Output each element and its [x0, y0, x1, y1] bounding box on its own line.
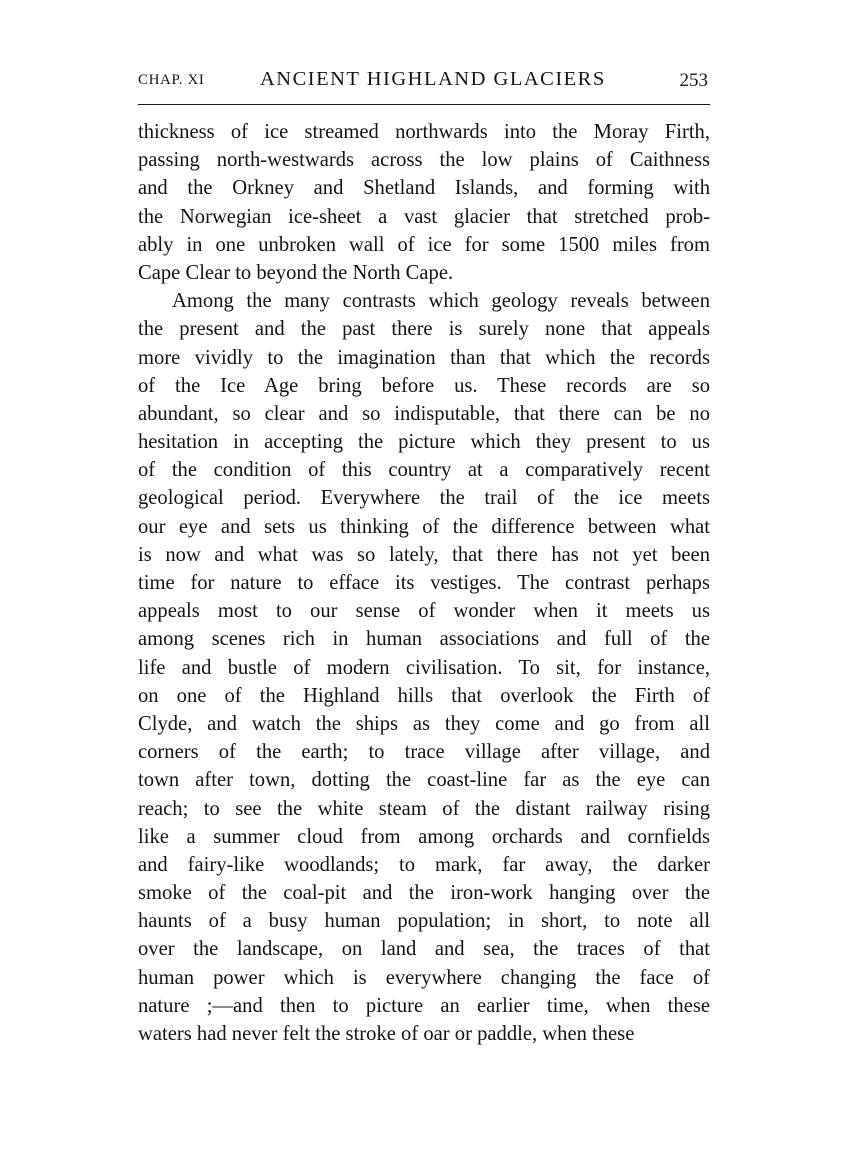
- text-line: life and bustle of modern civilisation. To sit, for instance,: [138, 656, 710, 679]
- running-title: ANCIENT HIGHLAND GLACIERS: [260, 68, 606, 90]
- text-line: of the Ice Age bring before us. These records are so: [138, 374, 710, 397]
- text-line: human power which is everywhere changing the face of: [138, 966, 710, 989]
- text-line: is now and what was so lately, that there has not yet been: [138, 543, 710, 566]
- text-line: appeals most to our sense of wonder when it meets us: [138, 600, 710, 623]
- chapter-label: CHAP. XI: [138, 72, 205, 88]
- text-line: passing north-westwards across the low plains of Caithness: [138, 149, 710, 172]
- paragraph: [138, 118, 710, 287]
- text-line: haunts of a busy human population; in short, to note all: [138, 910, 710, 933]
- text-line: Among the many contrasts which geology reveals between: [172, 290, 710, 313]
- text-line: geological period. Everywhere the trail of the ice meets: [138, 487, 710, 510]
- text-line: more vividly to the imagination than that which the records: [138, 346, 710, 369]
- text-line: smoke of the coal-pit and the iron-work hanging over the: [138, 882, 710, 905]
- text-line: the present and the past there is surely none that appeals: [138, 318, 710, 341]
- text-line: nature ;—and then to picture an earlier time, when these: [138, 994, 710, 1017]
- text-line: our eye and sets us thinking of the difference between what: [138, 515, 710, 538]
- header-rule: [138, 104, 710, 105]
- text-line: Clyde, and watch the ships as they come and go from all: [138, 712, 710, 735]
- text-line: of the condition of this country at a comparatively recent: [138, 459, 710, 482]
- text-line: ably in one unbroken wall of ice for some 1500 miles from: [138, 233, 710, 256]
- text-line: reach; to see the white steam of the distant railway rising: [138, 797, 710, 820]
- running-head: [138, 64, 710, 100]
- text-line: hesitation in accepting the picture which they present to us: [138, 431, 710, 454]
- body-text: [138, 118, 710, 1048]
- text-line: time for nature to efface its vestiges. The contrast perhaps: [138, 572, 710, 594]
- text-line: corners of the earth; to trace village after village, and: [138, 741, 710, 764]
- text-line: and fairy-like woodlands; to mark, far away, the darker: [138, 853, 710, 876]
- paragraph: [138, 287, 710, 1048]
- text-line: like a summer cloud from among orchards and cornfields: [138, 825, 710, 848]
- text-line: among scenes rich in human associations and full of the: [138, 628, 710, 651]
- text-line: on one of the Highland hills that overlook the Firth of: [138, 684, 710, 707]
- text-line: waters had never felt the stroke of oar or paddle, when these: [138, 1023, 635, 1045]
- text-line: over the landscape, on land and sea, the traces of that: [138, 938, 710, 961]
- text-line: Cape Clear to beyond the North Cape.: [138, 261, 454, 284]
- text-line: abundant, so clear and so indisputable, that there can be no: [138, 402, 710, 425]
- text-line: thickness of ice streamed northwards into the Moray Firth,: [138, 121, 710, 143]
- text-line: the Norwegian ice-sheet a vast glacier that stretched prob-: [138, 205, 710, 228]
- text-line: town after town, dotting the coast-line far as the eye can: [138, 769, 710, 792]
- page-number: 253: [679, 70, 708, 91]
- text-line: and the Orkney and Shetland Islands, and forming with: [138, 177, 710, 200]
